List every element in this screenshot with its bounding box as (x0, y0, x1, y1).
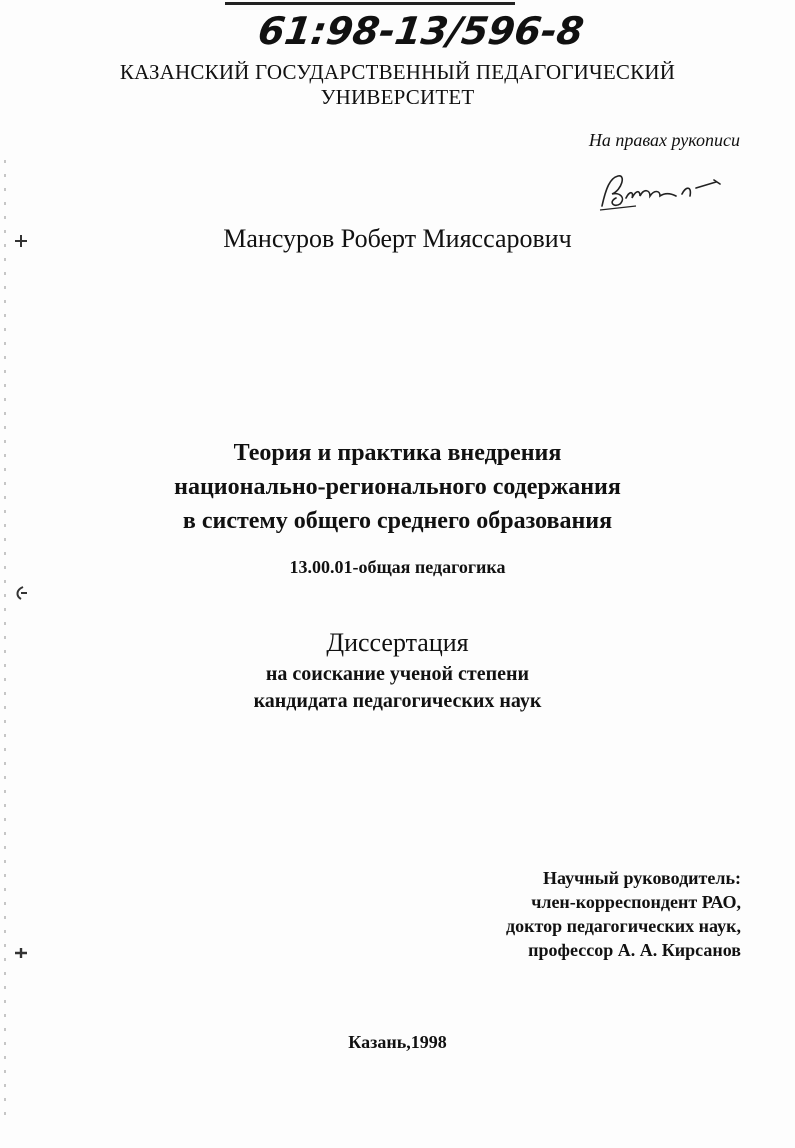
degree-statement (0, 661, 795, 715)
supervisor-title-1: член-корреспондент РАО, (531, 892, 741, 912)
title-line-1: Теория и практика внедрения (233, 440, 562, 466)
degree-line-2: кандидата педагогических наук (253, 690, 542, 712)
signature-icon (596, 168, 726, 214)
author-name: Мансуров Роберт Мияссарович (223, 224, 572, 253)
margin-mark-icon (12, 584, 30, 602)
degree-line-1: на соискание ученой степени (265, 663, 530, 685)
university-line-2: УНИВЕРСИТЕТ (320, 85, 475, 109)
supervisor-block (506, 866, 741, 962)
specialty-code: 13.00.01-общая педагогика (289, 557, 506, 577)
supervisor-title-2: доктор педагогических наук, (505, 916, 741, 936)
university-name (0, 60, 795, 110)
title-line-2: национально-регионального содержания (174, 474, 621, 500)
archive-number: 61:98-13/596-8 (255, 10, 587, 54)
thesis-title (0, 436, 795, 538)
margin-mark-icon (12, 944, 30, 962)
archive-stamp-rule (225, 2, 515, 5)
place-and-year: Казань,1998 (348, 1032, 447, 1052)
rights-note: На правах рукописи (588, 130, 740, 150)
supervisor-heading: Научный руководитель: (543, 868, 741, 888)
archive-number-handwritten (255, 6, 587, 54)
supervisor-name: профессор А. А. Кирсанов (528, 940, 741, 960)
title-line-3: в систему общего среднего образования (182, 508, 613, 534)
university-line-1: КАЗАНСКИЙ ГОСУДАРСТВЕННЫЙ ПЕДАГОГИЧЕСКИЙ (119, 60, 676, 84)
document-type: Диссертация (326, 628, 469, 657)
